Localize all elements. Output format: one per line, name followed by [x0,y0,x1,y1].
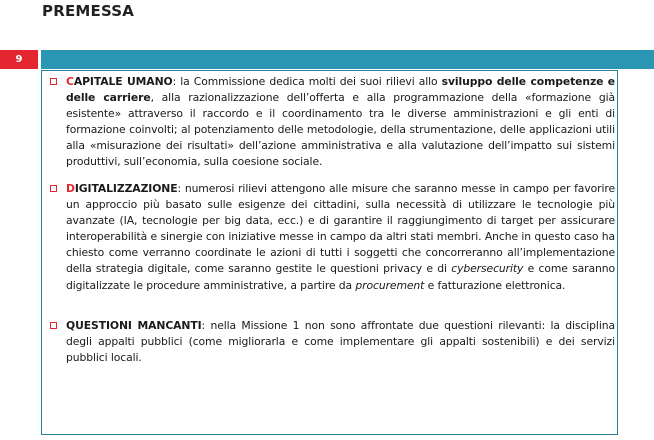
heading-rest: APITALE UMANO [73,75,173,88]
list-item-text [66,181,615,294]
content-box [41,70,618,435]
body-text: : la Commissione dedica molti dei suoi rilievi allo [172,75,442,88]
italic-term: cybersecurity [451,262,524,276]
heading-initial: D [66,182,75,195]
square-bullet-icon [50,322,57,329]
page-number: 9 [15,54,23,65]
heading-initial: C [66,75,74,88]
list-item-text [66,318,615,366]
list-item-digitalizzazione [50,181,615,294]
item-heading [66,182,178,195]
square-bullet-icon [50,78,57,85]
header-band [41,50,654,69]
body-text: : numerosi rilievi attengono alle misure che saranno messe in campo per favorire un approccio più basato sulle esigenze dei cittadini, sulla necessità di utilizzare le tecnologie più avanzate (IA, tecnologie per big data, ecc.) e di garantire il raggiungimento di target per assicurare interoperabilità e sinergie con iniziative messe in campo da altri stati membri. Anche in questo caso ha chiesto come verranno coordinate le azioni di tutti i soggetti che concorreranno all’implementazione della strategia digitale, come saranno gestite le questioni privacy e di [66,182,615,276]
square-bullet-icon [50,185,57,192]
page-number-badge [0,50,38,69]
heading-rest: IGITALIZZAZIONE [74,182,178,195]
list-item-capitale-umano [50,74,615,171]
body-text: , alla razionalizzazione dell’offerta e alla programmazione della «formazione già esistente» attraverso il raccordo e il coordinamento tra le diverse amministrazioni e gli enti di formazione coinvolti; al potenziamento delle metodologie, della strumentazione, delle applicazioni utili alla «misurazione dei risultati» dell’azione amministrativa e alla valutazione dell’impatto sui sistemi produttivi, sull’economia, sulla coesione sociale. [66,91,615,169]
emphasis-text: sviluppo delle competenze e delle carriere [66,75,616,105]
item-heading: QUESTIONI MANCANTI [66,319,202,332]
item-heading [66,75,173,88]
italic-term: procurement [355,278,425,292]
list-item-questioni-mancanti [50,318,615,366]
body-text: e come saranno digitalizzate le procedure amministrative, a partire da [66,262,615,292]
body-text: e fatturazione elettronica. [424,278,566,292]
list-item-text [66,74,615,171]
page-title: PREMESSA [42,2,135,20]
body-text: : nella Missione 1 non sono affrontate due questioni rilevanti: la disciplina degli appalti pubblici (come migliorarla e come implementare gli appalti sostenibili) e dei servizi pubblici locali. [66,319,615,365]
